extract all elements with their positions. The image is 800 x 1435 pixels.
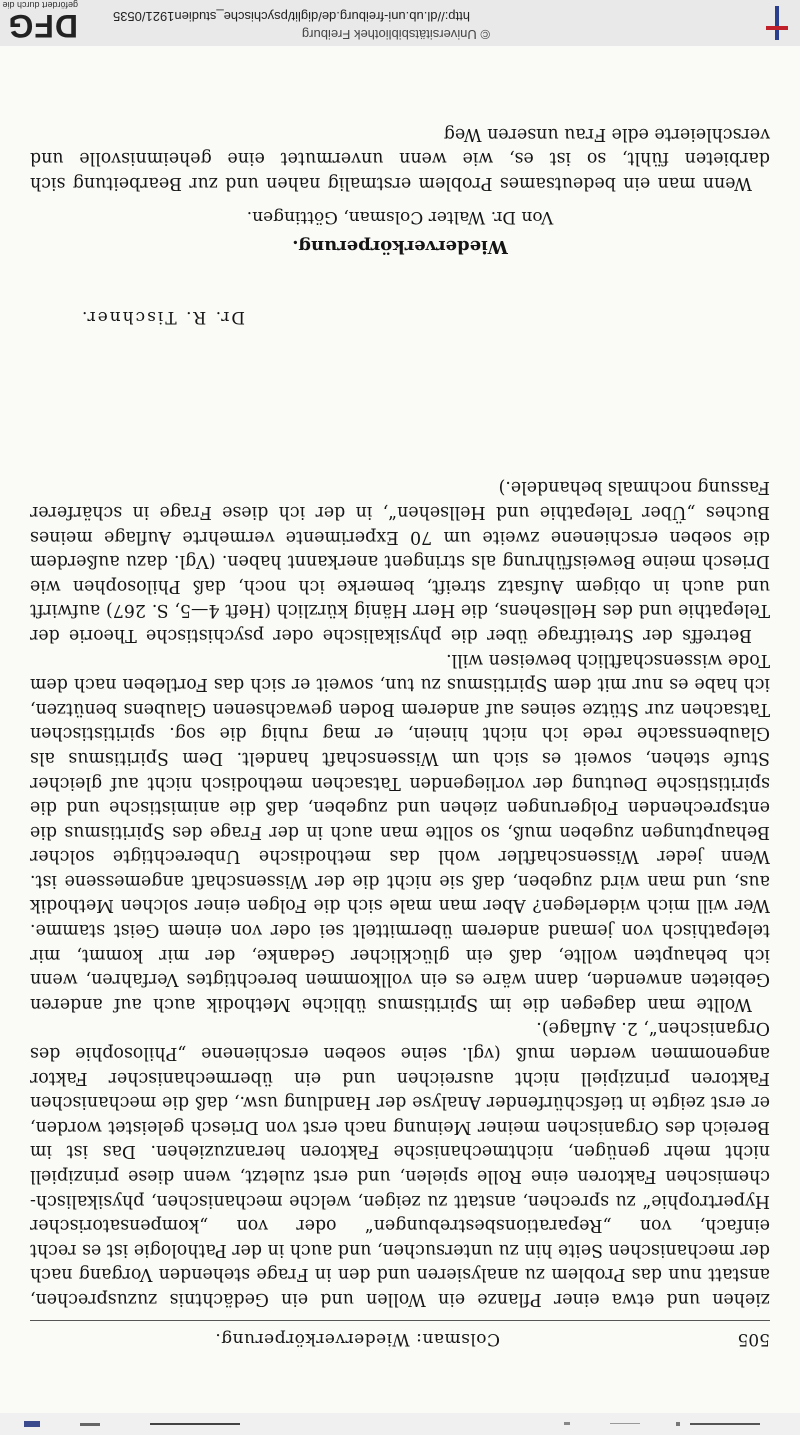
body-text <box>30 475 770 1311</box>
copyright-text: © Universitätsbibliothek Freiburg <box>301 27 490 42</box>
source-url[interactable]: http://dl.ub.uni-freiburg.de/diglit/psychische_studien1921/0535 <box>112 9 470 24</box>
article-byline: Von Dr. Walter Colsman, Göttingen. <box>246 207 554 227</box>
paragraph-1: ziehen und etwa einer Pflanze ein Wollen und ein Gedächtnis zuzusprechen, anstatt nun das Problem zu analysieren und den in Frage stehenden Vorgang nach der mechanischen Seite hin zu untersuchen, und auch in der Pathologie ist es recht einfach, von „Reparationsbestrebungen“ oder von „kompensatorischer Hypertrophie“ zu sprechen, anstatt zu zeigen, welche mechanischen, physikalisch-chemischen Faktoren eine Rolle spielen, und erst zuletzt, wenn diese prinzipiell nicht mehr genügen, nichtmechanische Faktoren heranzuziehen. Das ist im Bereich des Organischen meiner Meinung nach erst von Driesch geleistet worden, er erst zeigte in tiefschürfender Analyse der Handlung usw., daß die mechanischen Faktoren prinzipiell nicht ausreichen und ein übermechanischer Faktor angenommen werden muß (vgl. seine soeben erschienene „Philosophie des Organischen“, 2. Auflage). <box>30 1018 770 1309</box>
page-number: 505 <box>737 1329 770 1349</box>
paragraph-2: Wollte man dagegen die im Spiritismus übliche Methodik auch auf anderen Gebieten anwenden, dann wäre es ein vollkommen berechtigtes Verfahren, wenn ich behaupten wollte, daß ein glücklicher Gedanke, der mir kommt, mir telepathisch von jemand anderem übermittelt sei oder von einem Geist stamme. Wer will mich widerlegen? Aber man male sich die Folgen einer solchen Methodik aus, und man wird zugeben, daß sie nicht die der Wissenschaft angemessene ist. Wenn jeder Wissenschaftler wohl das methodische Unberechtigte solcher Behauptungen zugeben muß, so sollte man auch in der Frage des Spiritismus die entsprechenden Folgerungen ziehen und zugeben, daß die animistische und die spiritistische Deutung der vorliegenden Tatsachen methodisch nicht auf gleicher Stufe stehen, soweit es sich um Wissenschaft handelt. Dem Spiritismus als Glaubenssache rede ich nicht hinein, er mag ruhig die sog. spiritistischen Tatsachen zur Stütze seines auf anderem Boden gewachsenen Glaubens benützen, ich habe es nur mit dem Spiritismus zu tun, soweit er sich das Fortleben nach dem Tode wissenschaftlich beweisen will. <box>30 649 770 1014</box>
running-title: Colsman: Wiederverkörperung. <box>214 1329 500 1349</box>
scan-noise-marks <box>0 1417 800 1431</box>
header-rule <box>30 1320 770 1321</box>
signature: Dr. R. Tischner. <box>80 307 245 327</box>
dfg-logo-caption: gefördert durch die <box>2 0 78 10</box>
scan-edge-strip <box>0 1413 800 1435</box>
library-footer-bar <box>0 0 800 46</box>
article-opening-text <box>30 121 770 195</box>
library-corner-icon <box>760 6 794 40</box>
article-opening: Wenn man ein bedeutsames Problem erstmalig nahen und zur Bearbeitung sich darbieten fühlt, so ist es, wie wenn unvermutet eine geheimnisvolle und verschleierte edle Frau unseren Weg <box>30 123 770 193</box>
dfg-logo: DFG <box>7 8 78 44</box>
paragraph-3: Betreffs der Streitfrage über die physikalische oder psychistische Theorie der Telepathie und des Hellsehens, die Herr Hänig kürzlich (Heft 4—5, S. 267) aufwirft und auch in obigem Aufsatz streift, bemerke ich noch, daß Philosophen wie Driesch meine Beweisführung als stringent anerkannt haben. (Vgl. dazu außerdem die soeben erschienene zweite um 70 Experimente vermehrte Auflage meines Buches „Über Telepathie und Hellsehen“, in der ich diese Frage in schärferer Fassung nochmals behandele.) <box>30 477 770 645</box>
article-title: Wiederverkörperung. <box>292 236 508 257</box>
page-header <box>30 1323 770 1349</box>
